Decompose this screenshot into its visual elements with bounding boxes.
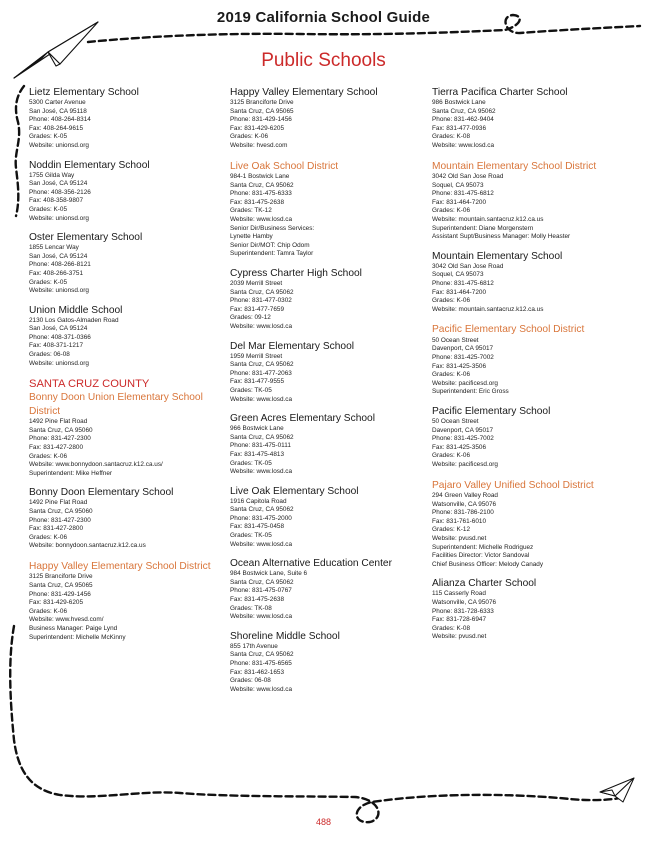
website-line: Website: unionsd.org <box>29 359 89 367</box>
grades-line: Grades: K-08 <box>432 624 471 632</box>
address-line: 3125 Branciforte Drive <box>29 573 93 581</box>
school-entry-live-oak-school-district <box>230 160 425 259</box>
fax-line: Fax: 408-264-9615 <box>29 124 84 132</box>
address-line: Santa Cruz, CA 95065 <box>230 107 294 115</box>
fax-line: Fax: 831-475-2638 <box>230 596 285 604</box>
website-line: Website: pacificesd.org <box>432 461 498 468</box>
phone-line: Phone: 831-475-2000 <box>230 514 292 522</box>
school-name: Del Mar Elementary School <box>230 340 354 352</box>
grades-line: Grades: TK-05 <box>230 532 272 540</box>
address-line: Santa Cruz, CA 95062 <box>432 107 496 115</box>
school-name: Bonny Doon Elementary School <box>29 487 174 499</box>
school-entry-lietz-elementary-school <box>29 87 219 151</box>
school-entry-bonny-doon-elementary-school <box>29 487 219 551</box>
grades-line: Grades: K-06 <box>432 207 471 215</box>
address-line: San José, CA 95124 <box>29 252 88 260</box>
school-name: Shoreline Middle School <box>230 630 340 642</box>
detail-line: Superintendent: Michelle McKinny <box>29 633 126 641</box>
column-3 <box>432 87 642 651</box>
address-line: 2130 Los Gatos-Almaden Road <box>29 316 119 324</box>
grades-line: Grades: 09-12 <box>230 314 271 322</box>
school-entry-cypress-charter-high-school <box>230 268 425 332</box>
website-line: Website: www.losd.ca <box>230 613 293 621</box>
paper-plane-icon <box>600 778 634 802</box>
grades-line: Grades: K-08 <box>432 133 471 141</box>
grades-line: Grades: K-05 <box>29 278 68 286</box>
phone-line: Phone: 831-429-1456 <box>230 116 292 124</box>
address-line: Soquel, CA 95073 <box>432 271 484 279</box>
phone-line: Phone: 831-475-6565 <box>230 660 292 667</box>
grades-line: Grades: K-06 <box>29 607 68 615</box>
school-entry-shoreline-middle-school <box>230 631 425 695</box>
website-line: Website: www.losd.ca <box>230 322 293 330</box>
grades-line: Grades: K-05 <box>29 205 68 213</box>
fax-line: Fax: 831-475-4813 <box>230 450 285 458</box>
district-name: Pacific Elementary School District <box>432 324 585 336</box>
website-line: Website: unionsd.org <box>29 141 89 149</box>
phone-line: Phone: 831-475-6812 <box>432 280 494 287</box>
grades-line: Grades: K-06 <box>29 533 68 541</box>
address-line: 855 17th Avenue <box>230 642 278 650</box>
school-entry-tierra-pacifica-charter-school <box>432 87 642 151</box>
fax-line: Fax: 831-427-2800 <box>29 525 84 533</box>
grades-line: Grades: K-06 <box>432 452 471 460</box>
phone-line: Phone: 831-477-0302 <box>230 297 292 305</box>
school-name: Mountain Elementary School <box>432 250 563 262</box>
address-line: 1959 Merrill Street <box>230 352 283 360</box>
phone-line: Phone: 831-429-1456 <box>29 590 91 598</box>
school-entry-pacific-elementary-school-district <box>432 323 642 397</box>
detail-line: Assistant Supt/Business Manager: Molly Heaster <box>432 233 571 241</box>
fax-line: Fax: 831-477-9555 <box>230 378 285 386</box>
website-line: Website: mountain.santacruz.k12.ca.us <box>432 305 544 313</box>
address-line: Santa Cruz, CA 95062 <box>230 288 294 296</box>
website-line: Website: hvesd.com <box>230 141 288 149</box>
phone-line: Phone: 408-371-0366 <box>29 333 91 341</box>
address-line: Santa Cruz, CA 95065 <box>29 582 93 590</box>
district-name: Live Oak School District <box>230 160 339 172</box>
address-line: Santa Cruz, CA 95060 <box>29 508 93 515</box>
website-line: Website: www.losd.ca <box>230 468 293 476</box>
fax-line: Fax: 831-427-2800 <box>29 444 84 452</box>
grades-line: Grades: K-06 <box>432 371 471 379</box>
section-title: Public Schools <box>261 50 386 71</box>
address-line: 50 Ocean Street <box>432 336 479 344</box>
fax-line: Fax: 831-464-7200 <box>432 198 487 206</box>
website-line: Website: www.bonnydoon.santacruz.k12.ca.us/ <box>29 461 163 469</box>
school-entry-del-mar-elementary-school <box>230 341 425 405</box>
grades-line: Grades: TK-05 <box>230 459 272 467</box>
address-line: San José, CA 95124 <box>29 325 88 333</box>
fax-line: Fax: 831-477-7659 <box>230 305 285 313</box>
school-entry-happy-valley-elementary-school <box>230 87 425 151</box>
column-2 <box>230 87 425 703</box>
address-line: Soquel, CA 95073 <box>432 181 484 189</box>
grades-line: Grades: 06-08 <box>29 351 70 359</box>
address-line: San José, CA 95118 <box>29 107 87 115</box>
fax-line: Fax: 831-477-0936 <box>432 124 487 132</box>
detail-line: Senior Dir/Business Services: <box>230 224 315 232</box>
website-line: Website: www.losd.ca <box>230 216 293 224</box>
fax-line: Fax: 408-358-9807 <box>29 197 84 205</box>
phone-line: Phone: 408-264-8314 <box>29 116 91 124</box>
address-line: Watsonville, CA 95076 <box>432 599 497 607</box>
school-name: Noddin Elementary School <box>29 159 150 171</box>
website-line: Website: unionsd.org <box>29 287 89 295</box>
school-name: Live Oak Elementary School <box>230 485 359 497</box>
phone-line: Phone: 831-427-2300 <box>29 516 91 524</box>
column-1 <box>29 87 219 651</box>
grades-line: Grades: K-06 <box>29 452 68 460</box>
detail-line: Superintendent: Eric Gross <box>432 388 509 396</box>
district-name: Bonny Doon Union Elementary School District <box>29 392 203 417</box>
address-line: Santa Cruz, CA 95062 <box>230 361 294 369</box>
phone-line: Phone: 831-427-2300 <box>29 435 91 443</box>
address-line: 3042 Old San Jose Road <box>432 262 504 270</box>
school-name: Happy Valley Elementary School <box>230 87 378 98</box>
school-entry-happy-valley-elementary-school-district <box>29 560 219 642</box>
phone-line: Phone: 831-786-2100 <box>432 509 494 517</box>
school-name: Union Middle School <box>29 304 123 316</box>
address-line: 1855 Lencar Way <box>29 244 79 252</box>
school-entry-oster-elementary-school <box>29 232 219 296</box>
website-line: Website: mountain.santacruz.k12.ca.us <box>432 216 544 224</box>
school-entry-mountain-elementary-school-district <box>432 160 642 242</box>
address-line: 1755 Gilda Way <box>29 171 75 179</box>
school-entry-noddin-elementary-school <box>29 160 219 224</box>
school-entry-green-acres-elementary-school <box>230 413 425 477</box>
address-line: 1492 Pine Flat Road <box>29 499 88 507</box>
phone-line: Phone: 831-475-0111 <box>230 442 291 450</box>
address-line: Santa Cruz, CA 95062 <box>230 651 294 659</box>
school-entry-mountain-elementary-school <box>432 251 642 315</box>
school-name: Lietz Elementary School <box>29 87 139 98</box>
address-line: 115 Casserly Road <box>432 590 486 598</box>
detail-line: Superintendent: Michelle Rodriguez <box>432 543 534 551</box>
county-heading: SANTA CRUZ COUNTY <box>29 378 150 391</box>
grades-line: Grades: TK-12 <box>230 207 272 215</box>
school-name: Green Acres Elementary School <box>230 413 375 425</box>
school-entry-ocean-alternative-education-center <box>230 558 425 622</box>
school-entry-pacific-elementary-school <box>432 406 642 470</box>
address-line: Santa Cruz, CA 95062 <box>230 578 294 586</box>
grades-line: Grades: 06-08 <box>230 677 271 685</box>
school-name: Oster Elementary School <box>29 232 143 244</box>
school-entry-pajaro-valley-unified-school-district <box>432 479 642 570</box>
school-entry-bonny-doon-union-elementary-school-district <box>29 377 219 478</box>
website-line: Website: pvusd.net <box>432 633 487 641</box>
district-name: Pajaro Valley Unified School District <box>432 479 594 491</box>
address-line: 986 Bostwick Lane <box>432 99 486 106</box>
address-line: Davenport, CA 95017 <box>432 426 494 434</box>
website-line: Website: pacificesd.org <box>432 379 498 387</box>
address-line: Davenport, CA 95017 <box>432 345 494 353</box>
grades-line: Grades: K-06 <box>230 133 269 141</box>
address-line: Santa Cruz, CA 95062 <box>230 506 294 514</box>
phone-line: Phone: 831-425-7002 <box>432 435 494 443</box>
address-line: 1492 Pine Flat Road <box>29 418 88 426</box>
fax-line: Fax: 831-429-6205 <box>230 124 285 132</box>
guide-title: 2019 California School Guide <box>216 9 431 26</box>
detail-line: Superintendent: Mike Heffner <box>29 469 113 477</box>
grades-line: Grades: K-05 <box>29 133 68 141</box>
school-entry-union-middle-school <box>29 305 219 369</box>
website-line: Website: bonnydoon.santacruz.k12.ca.us <box>29 542 146 550</box>
address-line: 3042 Old San Jose Road <box>432 173 504 181</box>
fax-line: Fax: 408-266-3751 <box>29 269 84 277</box>
school-entry-alianza-charter-school <box>432 578 642 642</box>
phone-line: Phone: 831-475-6812 <box>432 190 494 198</box>
address-line: 966 Bostwick Lane <box>230 425 284 433</box>
phone-line: Phone: 408-266-8121 <box>29 261 91 269</box>
district-name: Happy Valley Elementary School District <box>29 560 211 572</box>
website-line: Website: www.losd.ca <box>230 685 293 693</box>
phone-line: Phone: 831-477-2063 <box>230 369 292 377</box>
fax-line: Fax: 831-475-0458 <box>230 523 285 531</box>
fax-line: Fax: 831-475-2638 <box>230 198 285 206</box>
fax-line: Fax: 831-429-6205 <box>29 599 84 607</box>
school-name: Pacific Elementary School <box>432 406 551 418</box>
fax-line: Fax: 831-728-6947 <box>432 616 487 624</box>
address-line: Santa Cruz, CA 95062 <box>230 433 294 441</box>
detail-line: Chief Business Officer: Melody Canady <box>432 560 544 568</box>
grades-line: Grades: K-12 <box>432 526 471 534</box>
website-line: Website: www.losd.ca <box>432 141 495 149</box>
address-line: 2039 Merrill Street <box>230 280 283 287</box>
address-line: Santa Cruz, CA 95062 <box>230 181 294 189</box>
grades-line: Grades: TK-05 <box>230 386 272 394</box>
school-name: Ocean Alternative Education Center <box>230 558 392 570</box>
address-line: 5300 Carter Avenue <box>29 99 86 106</box>
website-line: Website: www.losd.ca <box>230 395 293 403</box>
detail-line: Facilities Director: Victor Sandoval <box>432 552 530 560</box>
detail-line: Lynette Hamby <box>230 233 273 241</box>
address-line: 294 Green Valley Road <box>432 492 498 500</box>
page-number: 488 <box>315 817 332 827</box>
school-name: Alianza Charter School <box>432 578 537 590</box>
district-name: Mountain Elementary School District <box>432 160 597 172</box>
phone-line: Phone: 408-356-2126 <box>29 188 91 196</box>
fax-line: Fax: 831-425-3506 <box>432 362 487 370</box>
fax-line: Fax: 831-464-7200 <box>432 288 487 296</box>
address-line: 984-1 Bostwick Lane <box>230 173 290 181</box>
grades-line: Grades: K-06 <box>432 297 471 305</box>
website-line: Website: www.hvesd.com/ <box>29 616 104 624</box>
fax-line: Fax: 408-371-1217 <box>29 342 84 350</box>
school-entry-live-oak-elementary-school <box>230 486 425 550</box>
detail-line: Business Manager: Paige Lynd <box>29 625 118 633</box>
phone-line: Phone: 831-728-6333 <box>432 607 494 615</box>
phone-line: Phone: 831-475-6333 <box>230 190 292 198</box>
address-line: Santa Cruz, CA 95060 <box>29 426 93 434</box>
grades-line: Grades: TK-08 <box>230 604 272 612</box>
fax-line: Fax: 831-425-3506 <box>432 443 487 451</box>
left-dashed-path <box>16 86 24 216</box>
address-line: 1916 Capitola Road <box>230 497 287 505</box>
school-name: Cypress Charter High School <box>230 268 362 279</box>
address-line: 3125 Branciforte Drive <box>230 99 294 106</box>
address-line: San José, CA 95124 <box>29 180 88 188</box>
fax-line: Fax: 831-462-1653 <box>230 668 285 676</box>
detail-line: Superintendent: Tamra Taylor <box>230 250 314 258</box>
address-line: Watsonville, CA 95076 <box>432 500 497 508</box>
fax-line: Fax: 831-761-6010 <box>432 517 487 525</box>
school-name: Tierra Pacifica Charter School <box>432 87 568 98</box>
address-line: 984 Bostwick Lane, Suite 6 <box>230 570 308 578</box>
detail-line: Superintendent: Diane Morgenstern <box>432 224 534 232</box>
website-line: Website: pvusd.net <box>432 535 487 543</box>
detail-line: Senior Dir/MOT: Chip Odom <box>230 241 310 249</box>
phone-line: Phone: 831-475-0767 <box>230 587 292 595</box>
website-line: Website: www.losd.ca <box>230 540 293 548</box>
phone-line: Phone: 831-462-9404 <box>432 116 494 124</box>
address-line: 50 Ocean Street <box>432 418 479 426</box>
website-line: Website: unionsd.org <box>29 214 89 222</box>
phone-line: Phone: 831-425-7002 <box>432 354 494 362</box>
